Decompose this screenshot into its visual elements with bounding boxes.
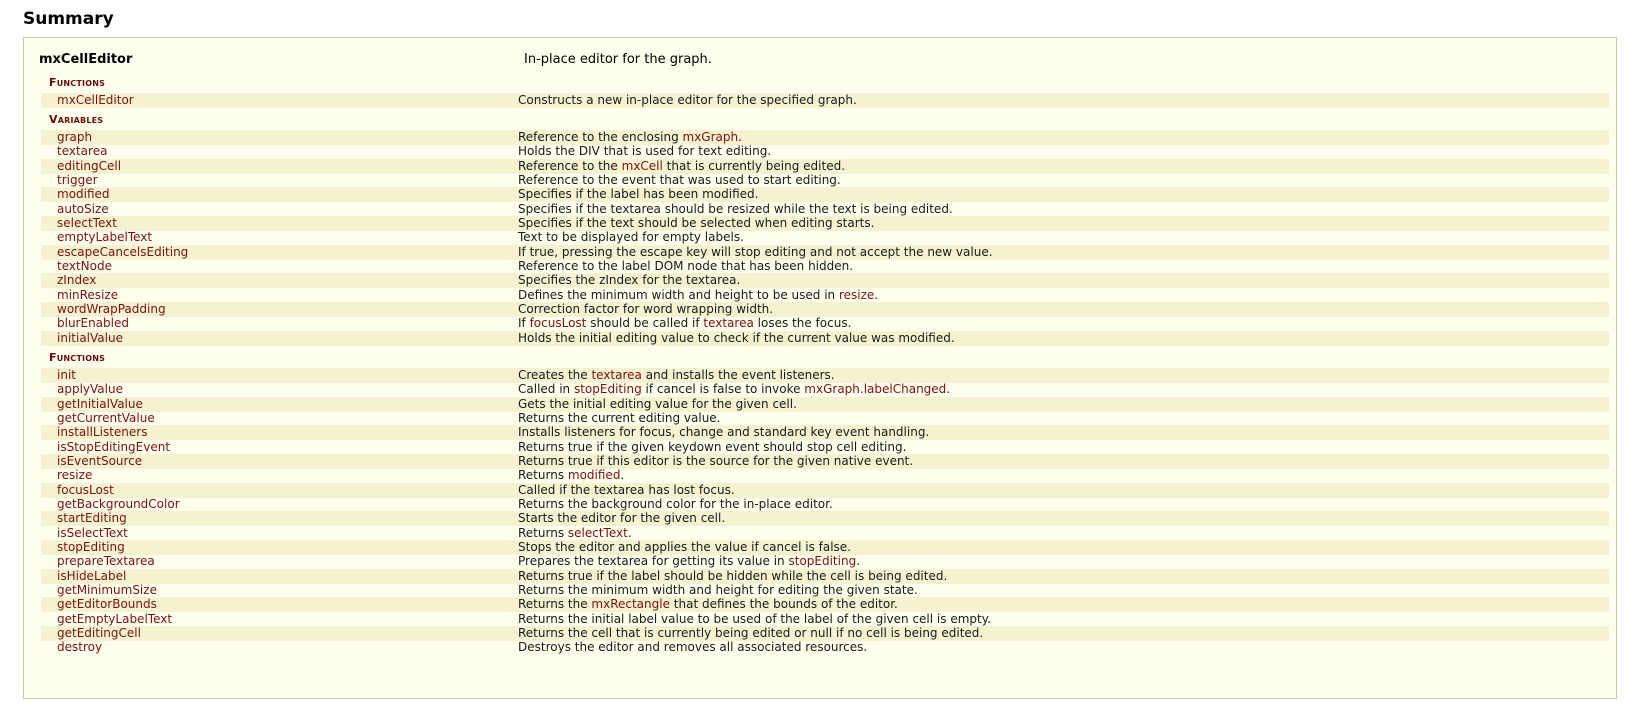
summary-row: [41, 425, 1609, 440]
member-link[interactable]: minResize: [57, 287, 119, 302]
member-description: If focusLost should be called if textarea loses the focus.: [518, 316, 852, 331]
summary-row: [41, 331, 1609, 346]
summary-row: [41, 540, 1609, 555]
member-link[interactable]: getEditorBounds: [57, 597, 157, 612]
summary-row: [41, 440, 1609, 455]
member-link[interactable]: trigger: [57, 173, 98, 187]
member-description: Specifies if the text should be selected when editing starts.: [518, 216, 875, 230]
inline-reference-link[interactable]: focusLost: [529, 316, 587, 331]
section-heading: Functions: [49, 351, 106, 364]
summary-row: [41, 640, 1609, 655]
inline-reference-link[interactable]: mxCell: [621, 158, 663, 173]
member-description: Returns true if this editor is the source for the given native event.: [518, 454, 914, 468]
summary-row: [41, 397, 1609, 412]
member-link[interactable]: startEditing: [57, 511, 127, 526]
summary-row: [41, 187, 1609, 202]
member-description: Gets the initial editing value for the given cell.: [518, 396, 797, 411]
member-link[interactable]: resize: [57, 468, 93, 483]
summary-row: [41, 612, 1609, 627]
member-link[interactable]: escapeCancelsEditing: [57, 244, 189, 259]
inline-reference-link[interactable]: mxGraph: [682, 130, 739, 144]
page-title: Summary: [23, 9, 114, 29]
summary-row: [41, 368, 1609, 383]
member-description: Creates the textarea and installs the event listeners.: [518, 368, 835, 382]
member-description: Specifies if the label has been modified.: [518, 187, 759, 202]
member-link[interactable]: isSelectText: [57, 525, 128, 540]
summary-row: [41, 526, 1609, 541]
member-link[interactable]: destroy: [57, 640, 103, 655]
member-link[interactable]: init: [57, 368, 76, 382]
member-description: Specifies the zIndex for the textarea.: [518, 273, 741, 288]
summary-row: [41, 497, 1609, 512]
summary-row: [41, 230, 1609, 245]
summary-row: [41, 159, 1609, 174]
member-description: Called in stopEditing if cancel is false to invoke mxGraph.labelChanged.: [518, 382, 951, 397]
summary-row: [41, 468, 1609, 483]
summary-row: [41, 569, 1609, 584]
member-description: Installs listeners for focus, change and standard key event handling.: [518, 425, 930, 440]
summary-row: [41, 483, 1609, 498]
member-description: Called if the textarea has lost focus.: [518, 482, 735, 497]
inline-reference-link[interactable]: mxRectangle: [591, 597, 670, 612]
inline-reference-link[interactable]: resize: [838, 287, 875, 302]
summary-row: [41, 511, 1609, 526]
inline-reference-link[interactable]: mxGraph.labelChanged: [804, 382, 947, 397]
member-description: Returns the cell that is currently being edited or null if no cell is being edited.: [518, 625, 984, 640]
member-description: Returns the mxRectangle that defines the bounds of the editor.: [518, 597, 898, 612]
member-description: Defines the minimum width and height to be used in resize.: [518, 287, 879, 302]
member-link[interactable]: applyValue: [57, 382, 123, 397]
inline-reference-link[interactable]: stopEditing: [573, 382, 642, 397]
member-description: Holds the initial editing value to check if the current value was modified.: [518, 330, 955, 345]
summary-row: [41, 626, 1609, 641]
summary-row: [41, 554, 1609, 569]
class-name-link[interactable]: mxCellEditor: [39, 52, 133, 67]
member-link[interactable]: modified: [57, 187, 110, 202]
member-link[interactable]: zIndex: [57, 273, 97, 288]
summary-row: [41, 316, 1609, 331]
member-link[interactable]: wordWrapPadding: [57, 302, 166, 316]
member-description: Returns the minimum width and height for editing the given state.: [518, 583, 918, 597]
member-description: Returns the background color for the in-place editor.: [518, 497, 833, 511]
member-description: Text to be displayed for empty labels.: [518, 230, 744, 245]
member-description: Stops the editor and applies the value if cancel is false.: [518, 540, 851, 554]
member-link[interactable]: graph: [57, 130, 93, 144]
summary-row: [41, 130, 1609, 145]
member-description: Reference to the mxCell that is currently being edited.: [518, 158, 846, 173]
section-heading: Variables: [49, 113, 104, 126]
summary-row: [41, 288, 1609, 303]
member-description: Returns the current editing value.: [518, 411, 721, 425]
member-link[interactable]: isEventSource: [57, 454, 143, 468]
member-link[interactable]: emptyLabelText: [57, 230, 153, 245]
member-description: Returns the initial label value to be used of the label of the given cell is empty.: [518, 611, 991, 626]
member-description: Holds the DIV that is used for text editing.: [518, 144, 772, 159]
class-description: In-place editor for the graph.: [524, 52, 712, 67]
member-description: Constructs a new in-place editor for the specified graph.: [518, 93, 857, 107]
summary-row: [41, 93, 1609, 108]
member-description: Correction factor for word wrapping width.: [518, 302, 774, 316]
member-description: Destroys the editor and removes all associated resources.: [518, 640, 868, 655]
member-link[interactable]: getBackgroundColor: [57, 497, 180, 511]
member-description: Prepares the textarea for getting its value in stopEditing.: [518, 554, 861, 569]
member-description: Reference to the enclosing mxGraph.: [518, 130, 742, 144]
summary-row: [41, 583, 1609, 598]
member-link[interactable]: installListeners: [57, 425, 148, 440]
summary-row: [41, 173, 1609, 188]
member-description: Returns modified.: [518, 468, 625, 483]
summary-box: [23, 37, 1617, 699]
member-link[interactable]: autoSize: [57, 201, 109, 216]
summary-sections: [24, 38, 1616, 698]
summary-row: [41, 302, 1609, 317]
member-description: Specifies if the textarea should be resized while the text is being edited.: [518, 201, 953, 216]
member-link[interactable]: getInitialValue: [57, 396, 143, 411]
member-description: Returns true if the label should be hidden while the cell is being edited.: [518, 568, 948, 583]
summary-row: [41, 216, 1609, 231]
member-link[interactable]: getMinimumSize: [57, 583, 157, 597]
summary-row: [41, 454, 1609, 469]
member-link[interactable]: getCurrentValue: [57, 411, 155, 425]
summary-row: [41, 144, 1609, 159]
member-link[interactable]: blurEnabled: [57, 316, 129, 331]
member-description: If true, pressing the escape key will stop editing and not accept the new value.: [518, 244, 993, 259]
summary-row: [41, 202, 1609, 217]
inline-reference-link[interactable]: stopEditing: [788, 554, 857, 569]
summary-row: [41, 382, 1609, 397]
inline-reference-link[interactable]: textarea: [591, 368, 642, 382]
member-description: Starts the editor for the given cell.: [518, 511, 726, 526]
inline-reference-link[interactable]: textarea: [703, 316, 754, 331]
inline-reference-link[interactable]: modified: [567, 468, 621, 483]
member-link[interactable]: getEmptyLabelText: [57, 611, 173, 626]
summary-row: [41, 273, 1609, 288]
member-link[interactable]: textNode: [57, 259, 113, 273]
summary-row: [41, 597, 1609, 612]
member-description: Returns selectText.: [518, 525, 632, 540]
summary-row: [41, 259, 1609, 274]
member-link[interactable]: isStopEditingEvent: [57, 439, 171, 454]
member-link[interactable]: mxCellEditor: [57, 93, 134, 107]
member-link[interactable]: editingCell: [57, 158, 122, 173]
member-link[interactable]: focusLost: [57, 482, 114, 497]
summary-row: [41, 245, 1609, 260]
member-link[interactable]: getEditingCell: [57, 625, 141, 640]
member-link[interactable]: textarea: [57, 144, 108, 159]
member-link[interactable]: initialValue: [57, 330, 123, 345]
member-link[interactable]: stopEditing: [57, 540, 125, 554]
inline-reference-link[interactable]: selectText: [567, 525, 628, 540]
member-link[interactable]: isHideLabel: [57, 568, 127, 583]
summary-row: [41, 411, 1609, 426]
member-description: Reference to the event that was used to start editing.: [518, 173, 841, 187]
member-description: Reference to the label DOM node that has been hidden.: [518, 259, 854, 273]
member-link[interactable]: selectText: [57, 216, 117, 230]
member-link[interactable]: prepareTextarea: [57, 554, 155, 569]
section-heading: Functions: [49, 76, 106, 89]
member-description: Returns true if the given keydown event should stop cell editing.: [518, 439, 907, 454]
